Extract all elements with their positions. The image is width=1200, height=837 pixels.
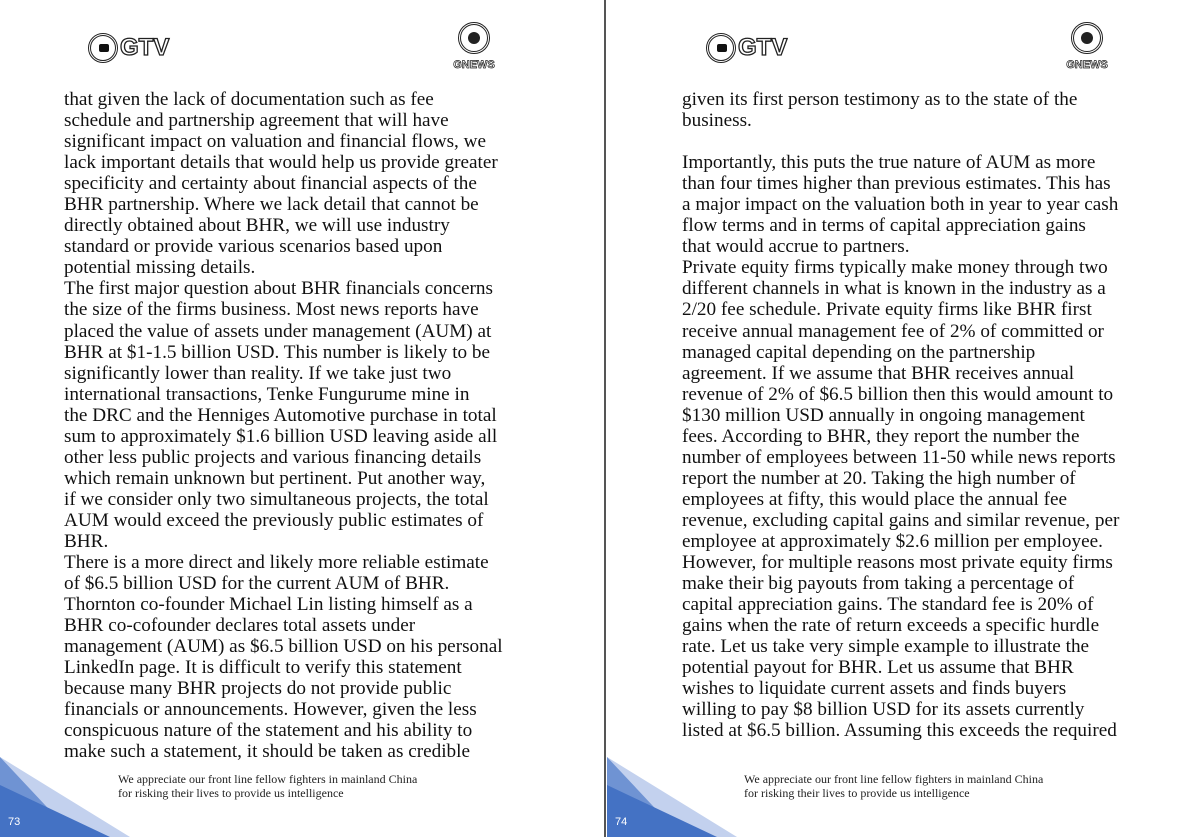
text-line: listed at $6.5 billion. Assuming this exceeds the required [682, 720, 1117, 742]
text-line: which remain unknown but pertinent. Put another way, [64, 467, 486, 489]
text-line: than four times higher than previous estimates. This has [682, 173, 1111, 195]
text-line: Importantly, this puts the true nature of AUM as more [682, 152, 1096, 174]
text-line: a major impact on the valuation both in year to year cash [682, 194, 1119, 216]
text-line: other less public projects and various financing details [64, 446, 482, 468]
text-line: BHR. [64, 530, 109, 552]
text-line: gains when the rate of return exceeds a specific hurdle [682, 615, 1100, 637]
text-line: The first major question about BHR financials concerns [64, 278, 493, 300]
text-line: schedule and partnership agreement that will have [64, 110, 449, 132]
text-line: different channels in what is known in the industry as a [682, 278, 1106, 300]
text-line: BHR at $1-1.5 billion USD. This number is likely to be [64, 341, 491, 363]
text-line: potential missing details. [64, 257, 256, 279]
text-line: conspicuous nature of the statement and his ability to [64, 720, 473, 742]
text-line: agreement. If we assume that BHR receives annual [682, 362, 1075, 384]
text-line: Private equity firms typically make money through two [682, 257, 1108, 279]
text-line: flow terms and in terms of capital appreciation gains [682, 215, 1086, 237]
footer-note: We appreciate our front line fellow fighters in mainland China for risking their lives to provide us intelligence [118, 772, 418, 800]
text-line: employee at approximately $2.6 million per employee. [682, 530, 1103, 552]
text-line: placed the value of assets under management (AUM) at [64, 320, 492, 342]
text-line: receive annual management fee of 2% of committed or [682, 320, 1104, 342]
text-line: capital appreciation gains. The standard fee is 20% of [682, 594, 1094, 616]
text-line: $130 million USD annually in ongoing management [682, 404, 1085, 426]
text-line: make such a statement, it should be taken as credible [64, 741, 471, 763]
page-number: 74 [615, 816, 628, 828]
text-line: the size of the firms business. Most news reports have [64, 299, 479, 321]
text-line: sum to approximately $1.6 billion USD leaving aside all [64, 425, 498, 447]
body-text [682, 89, 1119, 741]
text-line: international transactions, Tenke Fungurume mine in [64, 383, 470, 405]
text-line: make their big payouts from taking a percentage of [682, 573, 1075, 595]
text-line: 2/20 fee schedule. Private equity firms like BHR first [682, 299, 1092, 321]
page-74 [607, 0, 1200, 837]
text-line: of $6.5 billion USD for the current AUM of BHR. [64, 573, 450, 595]
footer-note: We appreciate our front line fellow fighters in mainland China for risking their lives to provide us intelligence [744, 772, 1044, 800]
text-line: There is a more direct and likely more reliable estimate [64, 552, 489, 574]
text-line: because many BHR projects do not provide public [64, 678, 452, 700]
text-line: number of employees between 11-50 while news reports [682, 446, 1116, 468]
text-line: willing to pay $8 billion USD for its assets currently [682, 699, 1085, 721]
text-line: standard or provide various scenarios based upon [64, 236, 443, 258]
gnews-logo: GNEWS [444, 22, 504, 71]
text-line: business. [682, 110, 752, 132]
text-line: BHR partnership. Where we lack detail that cannot be [64, 194, 479, 216]
gtv-logo: GTV [88, 33, 169, 63]
text-line: employees at fifty, this would place the annual fee [682, 488, 1068, 510]
text-line: that would accrue to partners. [682, 236, 910, 258]
gtv-camera-icon [88, 33, 118, 63]
text-line: However, for multiple reasons most private equity firms [682, 552, 1113, 574]
gtv-camera-icon [706, 33, 736, 63]
text-line: management (AUM) as $6.5 billion USD on his personal [64, 636, 503, 658]
text-line: revenue of 2% of $6.5 billion then this would amount to [682, 383, 1114, 405]
text-line: that given the lack of documentation such as fee [64, 89, 434, 110]
text-line: Thornton co-founder Michael Lin listing himself as a [64, 594, 473, 616]
text-line: specificity and certainty about financial aspects of the [64, 173, 477, 195]
text-line: financials or announcements. However, given the less [64, 699, 477, 721]
text-line: if we consider only two simultaneous projects, the total [64, 488, 489, 510]
text-line: the DRC and the Henniges Automotive purchase in total [64, 404, 497, 426]
text-line: significantly lower than reality. If we take just two [64, 362, 452, 384]
gnews-logo: GNEWS [1057, 22, 1117, 71]
blank-line [682, 131, 1119, 152]
text-line: directly obtained about BHR, we will use industry [64, 215, 450, 237]
text-line: given its first person testimony as to the state of the [682, 89, 1078, 110]
text-line: AUM would exceed the previously public estimates of [64, 509, 484, 531]
text-line: managed capital depending on the partnership [682, 341, 1036, 363]
text-line: fees. According to BHR, they report the number the [682, 425, 1080, 447]
text-line: wishes to liquidate current assets and finds buyers [682, 678, 1067, 700]
globe-icon [1071, 22, 1103, 54]
globe-icon [458, 22, 490, 54]
page-number: 73 [8, 816, 21, 828]
body-text [64, 89, 503, 763]
page-divider [604, 0, 606, 837]
text-line: lack important details that would help us provide greater [64, 152, 498, 174]
text-line: significant impact on valuation and financial flows, we [64, 131, 487, 153]
text-line: LinkedIn page. It is difficult to verify this statement [64, 657, 462, 679]
text-line: revenue, excluding capital gains and similar revenue, per [682, 509, 1120, 531]
text-line: potential payout for BHR. Let us assume that BHR [682, 657, 1074, 679]
text-line: report the number at 20. Taking the high number of [682, 467, 1076, 489]
text-line: BHR co-cofounder declares total assets under [64, 615, 416, 637]
text-line: rate. Let us take very simple example to illustrate the [682, 636, 1090, 658]
gtv-logo: GTV [706, 33, 787, 63]
